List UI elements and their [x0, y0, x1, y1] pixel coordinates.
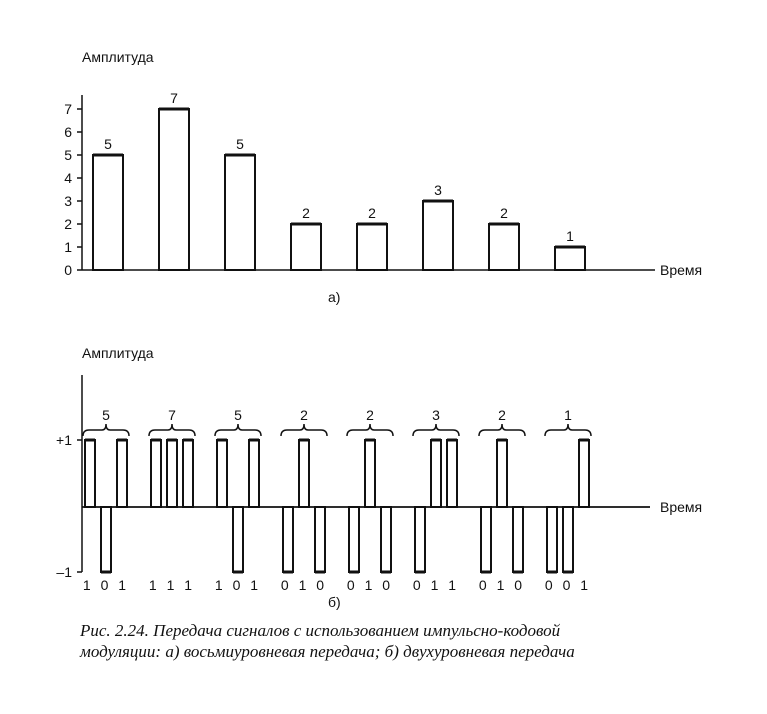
sample-bar [225, 155, 255, 270]
group-bits-label: 1 0 1 [214, 577, 262, 593]
diagram-a-y-tick-label: 1 [64, 239, 72, 255]
pcm-code-group [149, 407, 195, 593]
group-value-label: 2 [300, 407, 308, 423]
pulse-high [431, 440, 441, 507]
pulse-high [497, 440, 507, 507]
group-bits-label: 0 1 0 [478, 577, 526, 593]
group-value-label: 7 [168, 407, 176, 423]
diagram-a-y-tick-label: 4 [64, 170, 72, 186]
group-brace [281, 424, 327, 436]
group-brace [149, 424, 195, 436]
group-bits-label: 1 1 1 [148, 577, 196, 593]
pulse-low [547, 507, 557, 572]
diagram-a [64, 49, 702, 305]
group-value-label: 5 [102, 407, 110, 423]
group-value-label: 1 [564, 407, 572, 423]
sample-bar [291, 224, 321, 270]
pulse-high [579, 440, 589, 507]
diagram-b-sublabel: б) [328, 594, 341, 610]
diagram-b-y-tick-label: –1 [56, 564, 72, 580]
sample-value-label: 3 [434, 182, 442, 198]
sample-bar [489, 224, 519, 270]
pulse-low [283, 507, 293, 572]
group-brace [413, 424, 459, 436]
diagram-a-y-tick-label: 3 [64, 193, 72, 209]
pcm-code-group [83, 407, 129, 593]
pulse-high [249, 440, 259, 507]
pcm-code-group [281, 407, 327, 593]
pulse-high [217, 440, 227, 507]
diagram-b-x-title: Время [660, 499, 703, 515]
pulse-low [415, 507, 425, 572]
diagram-a-x-title: Время [660, 262, 703, 278]
group-bits-label: 0 1 0 [280, 577, 328, 593]
diagram-b [56, 345, 702, 610]
sample-bar [555, 247, 585, 270]
pulse-low [563, 507, 573, 572]
pulse-high [117, 440, 127, 507]
pulse-high [167, 440, 177, 507]
pulse-high [365, 440, 375, 507]
group-brace [479, 424, 525, 436]
pcm-code-group [413, 407, 459, 593]
diagram-b-y-title: Амплитуда [82, 345, 154, 361]
pulse-low [349, 507, 359, 572]
group-value-label: 5 [234, 407, 242, 423]
sample-value-label: 5 [104, 136, 112, 152]
sample-value-label: 1 [566, 228, 574, 244]
sample-value-label: 2 [302, 205, 310, 221]
diagram-a-y-tick-label: 7 [64, 101, 72, 117]
pulse-low [233, 507, 243, 572]
group-bits-label: 0 1 0 [346, 577, 394, 593]
diagram-a-y-tick-label: 5 [64, 147, 72, 163]
pulse-low [101, 507, 111, 572]
diagram-a-y-tick-label: 6 [64, 124, 72, 140]
diagram-a-y-title: Амплитуда [82, 49, 154, 65]
pcm-code-group [545, 407, 591, 593]
sample-bar [159, 109, 189, 270]
pulse-high [299, 440, 309, 507]
group-brace [83, 424, 129, 436]
pulse-low [381, 507, 391, 572]
sample-bar [93, 155, 123, 270]
pulse-low [315, 507, 325, 572]
sample-value-label: 7 [170, 90, 178, 106]
sample-bar [357, 224, 387, 270]
group-bits-label: 0 1 1 [412, 577, 460, 593]
group-value-label: 2 [366, 407, 374, 423]
sample-value-label: 5 [236, 136, 244, 152]
pulse-high [447, 440, 457, 507]
diagram-a-sublabel: а) [328, 289, 341, 305]
pulse-high [85, 440, 95, 507]
diagram-a-y-tick-label: 2 [64, 216, 72, 232]
figure-caption: Рис. 2.24. Передача сигналов с использованием импульсно-кодовой модуляции: а) восьмиуровневая передача; б) двухуровневая передача [80, 621, 575, 661]
sample-bar [423, 201, 453, 270]
group-bits-label: 0 0 1 [544, 577, 592, 593]
group-brace [215, 424, 261, 436]
sample-value-label: 2 [500, 205, 508, 221]
group-bits-label: 1 0 1 [82, 577, 130, 593]
diagram-b-y-tick-label: +1 [56, 432, 72, 448]
group-value-label: 3 [432, 407, 440, 423]
group-brace [545, 424, 591, 436]
pulse-high [151, 440, 161, 507]
pulse-low [513, 507, 523, 572]
diagram-a-y-tick-label: 0 [64, 262, 72, 278]
pulse-high [183, 440, 193, 507]
group-value-label: 2 [498, 407, 506, 423]
sample-value-label: 2 [368, 205, 376, 221]
pulse-low [481, 507, 491, 572]
pcm-code-group [347, 407, 393, 593]
pcm-code-group [215, 407, 261, 593]
group-brace [347, 424, 393, 436]
pcm-code-group [479, 407, 525, 593]
